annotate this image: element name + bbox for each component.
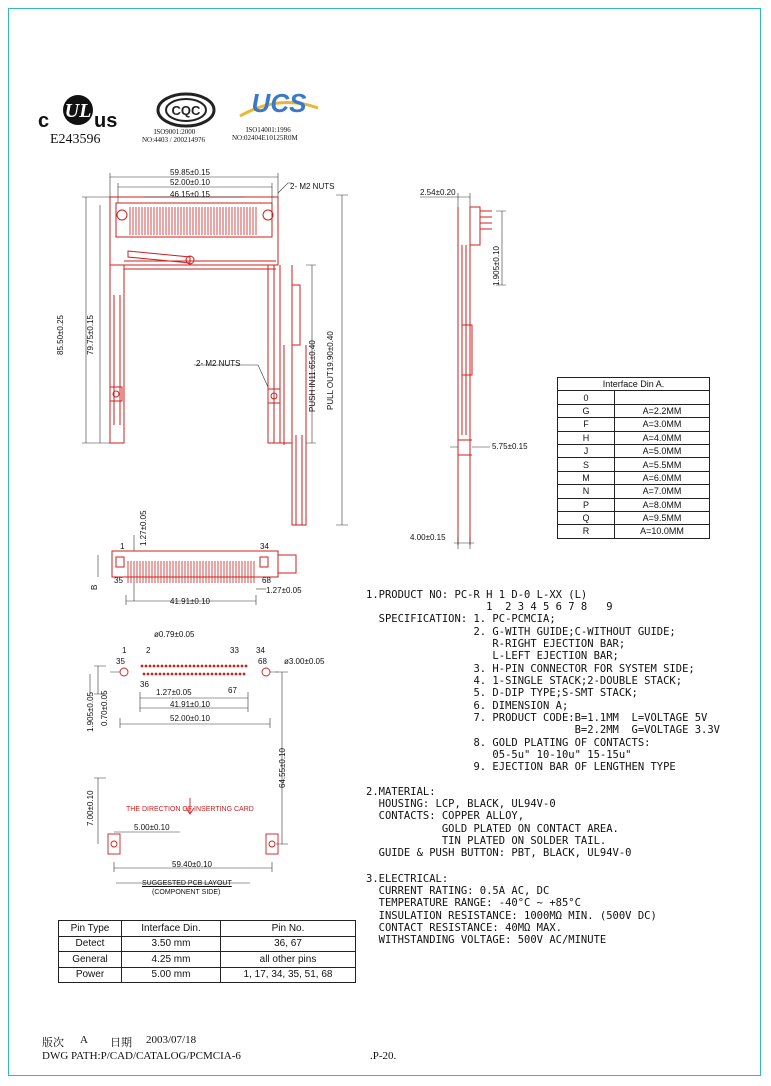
page-number: .P-20. (370, 1050, 397, 1062)
pull-out-label: PULL OUT19.90±0.40 (326, 331, 335, 410)
ul-code: E243596 (50, 132, 101, 147)
top-view-drawing (80, 165, 380, 535)
dim-mid-width: 52.00±0.10 (170, 178, 210, 187)
spec-line: 4. 1-SINGLE STACK;2-DOUBLE STACK; (366, 675, 683, 687)
table-row: S A=5.5MM (558, 458, 710, 471)
table-header-row: Pin Type Interface Din. Pin No. (59, 921, 356, 937)
dim-height-inner: 79.75±0.15 (86, 315, 95, 355)
spec-line: 8. GOLD PLATING OF CONTACTS: (366, 737, 651, 749)
material-line: TIN PLATED ON SOLDER TAIL. (366, 835, 607, 847)
date-value: 2003/07/18 (146, 1034, 197, 1046)
pcb-pin-68: 68 (258, 657, 267, 666)
table-row: H A=4.0MM (558, 431, 710, 444)
pcb-pin-36: 36 (140, 680, 149, 689)
pcb-v2: 0.70±0.05 (100, 690, 109, 726)
spec-line: 6. DIMENSION A; (366, 700, 569, 712)
spec-line: L-LEFT EJECTION BAR; (366, 650, 619, 662)
table-row: N A=7.0MM (558, 485, 710, 498)
pcb-direction: THE DIRECTION OF INSERTING CARD (126, 806, 254, 813)
table-row: Power 5.00 mm 1, 17, 34, 35, 51, 68 (59, 967, 356, 983)
table-row: Q A=9.5MM (558, 511, 710, 524)
drawing-path: DWG PATH:P/CAD/CATALOG/PCMCIA-6 (42, 1050, 241, 1062)
table-row: 0 (558, 391, 710, 404)
cqc-line1: ISO9001:2000 (154, 128, 196, 136)
pin-table (58, 920, 356, 983)
pcb-v1: 1.905±0.05 (86, 692, 95, 732)
material-line: CONTACTS: COPPER ALLOY, (366, 810, 525, 822)
table-row: M A=6.0MM (558, 471, 710, 484)
ucs-line1: ISO14001:1996 (246, 126, 291, 134)
electrical-line: INSULATION RESISTANCE: 1000MΩ MIN. (500V DC) (366, 910, 657, 922)
pcb-pin-33: 33 (230, 646, 239, 655)
spec-line: SPECIFICATION: 1. PC-PCMCIA; (366, 613, 556, 625)
interface-table-title: Interface Din A. (558, 378, 710, 391)
material-line: GOLD PLATED ON CONTACT AREA. (366, 823, 619, 835)
version-label: 版次 (42, 1037, 64, 1049)
pcb-h1: 5.00±0.10 (134, 823, 170, 832)
table-row: G A=2.2MM (558, 404, 710, 417)
cqc-line2: NO:4403 / 200214976 (142, 136, 205, 144)
pcb-height: 64.55±0.10 (278, 748, 287, 788)
conn-pin-35: 35 (114, 576, 123, 585)
spec-line: 3. H-PIN CONNECTOR FOR SYSTEM SIDE; (366, 663, 695, 675)
push-in-label: PUSH IN11.65±0.40 (308, 340, 317, 412)
ucs-mark: UCS (251, 88, 307, 118)
nuts-mid-label: 2- M2 NUTS (196, 359, 241, 368)
version-value: A (80, 1034, 88, 1046)
electrical-line: CONTACT RESISTANCE: 40MΩ MAX. (366, 922, 562, 934)
pcb-width-outer: 52.00±0.10 (170, 714, 210, 723)
electrical-line: CURRENT RATING: 0.5A AC, DC (366, 885, 550, 897)
table-row: F A=3.0MM (558, 418, 710, 431)
dim-inner-width: 46.15±0.15 (170, 190, 210, 199)
electrical-title: 3.ELECTRICAL: (366, 873, 449, 885)
table-row: P A=8.0MM (558, 498, 710, 511)
pcb-h2: 59.40±0.10 (172, 860, 212, 869)
pcb-width-inner: 41.91±0.10 (170, 700, 210, 709)
conn-pin-68: 68 (262, 576, 271, 585)
spec-line: 05-5u" 10-10u" 15-15u" (366, 749, 632, 761)
side-dim-bottom: 4.00±0.15 (410, 533, 446, 542)
ucs-line2: NO:02404E10125R0M (232, 134, 298, 142)
cqc-logo (142, 92, 228, 148)
interface-table (557, 377, 710, 539)
svg-text:UL: UL (64, 100, 92, 122)
pcb-caption-1: SUGGESTED PCB LAYOUT (142, 880, 232, 887)
material-line: HOUSING: LCP, BLACK, UL94V-0 (366, 798, 556, 810)
pcb-hole-small: ø0.79±0.05 (154, 630, 195, 639)
pcb-v3: 7.00±0.10 (86, 790, 95, 826)
spec-line: 2. G-WITH GUIDE;C-WITHOUT GUIDE; (366, 626, 676, 638)
spec-line: B=2.2MM G=VOLTAGE 3.3V (366, 724, 721, 736)
pcb-pin-1: 1 (122, 646, 127, 655)
electrical-line: TEMPERATURE RANGE: -40°C ~ +85°C (366, 897, 581, 909)
date-label: 日期 (110, 1037, 132, 1049)
table-row: J A=5.0MM (558, 444, 710, 457)
pcb-pin-67: 67 (228, 686, 237, 695)
side-dim-mid: 5.75±0.15 (492, 442, 528, 451)
conn-pin-1: 1 (120, 542, 125, 551)
conn-width: 41.91±0.10 (170, 597, 210, 606)
electrical-line: WITHSTANDING VOLTAGE: 500V AC/MINUTE (366, 934, 607, 946)
dim-overall-width: 59.85±0.15 (170, 168, 210, 177)
side-dim-top: 2.54±0.20 (420, 188, 456, 197)
table-row: Detect 3.50 mm 36, 67 (59, 936, 356, 952)
pcb-caption-2: (COMPONENT SIDE) (152, 889, 221, 896)
ul-suffix: us (94, 110, 118, 132)
material-line: GUIDE & PUSH BUTTON: PBT, BLACK, UL94V-0 (366, 847, 632, 859)
pcb-pin-34: 34 (256, 646, 265, 655)
product-number-index: 1 2 3 4 5 6 7 8 9 (366, 601, 613, 613)
ucs-logo (228, 86, 328, 148)
pcb-pin-2: 2 (146, 646, 151, 655)
conn-pin-34: 34 (260, 542, 269, 551)
side-view-drawing (410, 185, 560, 555)
conn-pitch: 1.27±0.05 (139, 510, 148, 546)
side-dim-vertical: 1.905±0.10 (492, 246, 501, 286)
conn-b-label: B (90, 584, 99, 590)
svg-text:CQC: CQC (171, 103, 201, 118)
ul-prefix: c (38, 110, 50, 132)
pcb-pitch: 1.27±0.05 (156, 688, 192, 697)
ul-logo (38, 92, 118, 148)
pcb-hole-large: ø3.00±0.05 (284, 657, 325, 666)
spec-line: 9. EJECTION BAR OF LENGTHEN TYPE (366, 761, 676, 773)
spec-line: 5. D-DIP TYPE;S-SMT STACK; (366, 687, 638, 699)
nuts-top-label: 2- M2 NUTS (290, 182, 335, 191)
spec-line: R-RIGHT EJECTION BAR; (366, 638, 626, 650)
spec-line: 7. PRODUCT CODE:B=1.1MM L=VOLTAGE 5V (366, 712, 708, 724)
material-title: 2.MATERIAL: (366, 786, 436, 798)
table-row: R A=10.0MM (558, 525, 710, 538)
dim-height-outer: 85.50±0.25 (56, 315, 65, 355)
table-row: General 4.25 mm all other pins (59, 952, 356, 968)
conn-side: 1.27±0.05 (266, 586, 302, 595)
product-number: 1.PRODUCT NO: PC-R H 1 D-0 L-XX (L) (366, 589, 588, 601)
pcb-pin-35: 35 (116, 657, 125, 666)
